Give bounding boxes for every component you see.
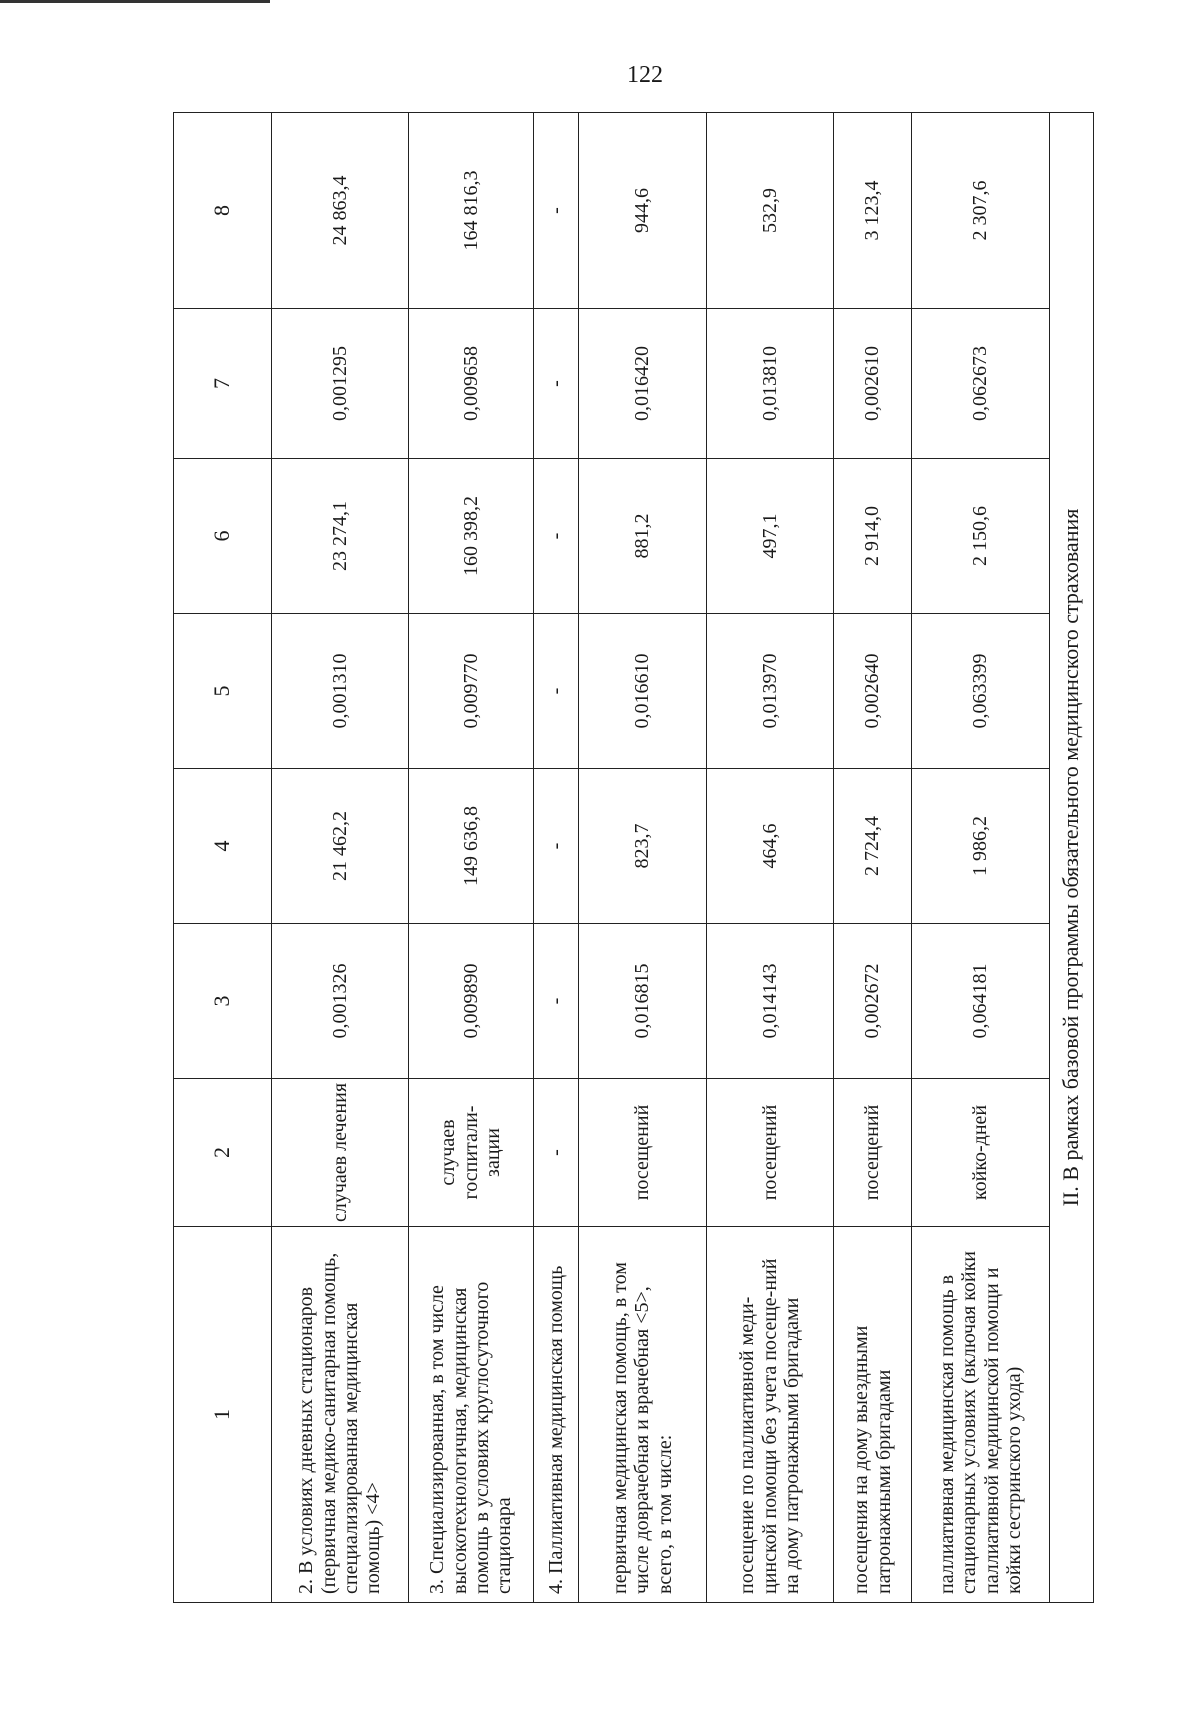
cell-col6: 2 150,6 xyxy=(912,459,1050,614)
row-description: посещения на дому выездными патронажными бригадами xyxy=(834,1227,912,1603)
row-description: посещение по паллиативной меди-цинской помощи без учета посеще-ний на дому патронажными бригадами xyxy=(707,1227,834,1603)
table-row xyxy=(579,113,707,1603)
cell-col4: 149 636,8 xyxy=(409,769,534,924)
cell-col3: 0,002672 xyxy=(834,924,912,1079)
cell-col3: 0,064181 xyxy=(912,924,1050,1079)
cell-col5: 0,009770 xyxy=(409,614,534,769)
table-row xyxy=(834,113,912,1603)
cell-col8: - xyxy=(534,113,579,309)
cell-col7: - xyxy=(534,309,579,459)
table-row xyxy=(912,113,1050,1603)
cell-col3: - xyxy=(534,924,579,1079)
header-cell: 3 xyxy=(174,924,272,1079)
header-cell: 7 xyxy=(174,309,272,459)
cell-col3: 0,001326 xyxy=(272,924,409,1079)
header-cell: 6 xyxy=(174,459,272,614)
cell-col6: 160 398,2 xyxy=(409,459,534,614)
cell-col8: 164 816,3 xyxy=(409,113,534,309)
cell-col5: - xyxy=(534,614,579,769)
section-row xyxy=(1050,113,1094,1603)
row-unit: - xyxy=(534,1079,579,1227)
cell-col6: 23 274,1 xyxy=(272,459,409,614)
cell-col8: 24 863,4 xyxy=(272,113,409,309)
header-cell: 1 xyxy=(174,1227,272,1603)
row-unit: посещений xyxy=(579,1079,707,1227)
cell-col3: 0,016815 xyxy=(579,924,707,1079)
cell-col5: 0,063399 xyxy=(912,614,1050,769)
table-row xyxy=(409,113,534,1603)
row-unit: посещений xyxy=(834,1079,912,1227)
cell-col6: 881,2 xyxy=(579,459,707,614)
table-row xyxy=(707,113,834,1603)
scan-edge-mark xyxy=(0,0,270,3)
cell-col8: 3 123,4 xyxy=(834,113,912,309)
cell-col8: 532,9 xyxy=(707,113,834,309)
cell-col4: 1 986,2 xyxy=(912,769,1050,924)
cell-col8: 944,6 xyxy=(579,113,707,309)
cell-col7: 0,016420 xyxy=(579,309,707,459)
cell-col7: 0,009658 xyxy=(409,309,534,459)
table-row xyxy=(272,113,409,1603)
cell-col7: 0,001295 xyxy=(272,309,409,459)
row-unit: посещений xyxy=(707,1079,834,1227)
cell-col4: 21 462,2 xyxy=(272,769,409,924)
cell-col7: 0,013810 xyxy=(707,309,834,459)
header-row xyxy=(174,113,272,1603)
cell-col4: 823,7 xyxy=(579,769,707,924)
cell-col4: 464,6 xyxy=(707,769,834,924)
cell-col4: 2 724,4 xyxy=(834,769,912,924)
table-row xyxy=(534,113,579,1603)
row-description: 2. В условиях дневных стационаров (первичная медико-санитарная помощь, специализированная медицинская помощь) <4> xyxy=(272,1227,409,1603)
row-unit: случаев лечения xyxy=(272,1079,409,1227)
cell-col5: 0,001310 xyxy=(272,614,409,769)
header-cell: 2 xyxy=(174,1079,272,1227)
row-unit: койко-дней xyxy=(912,1079,1050,1227)
row-description: 4. Паллиативная медицинская помощь xyxy=(534,1227,579,1603)
cell-col3: 0,014143 xyxy=(707,924,834,1079)
cell-col8: 2 307,6 xyxy=(912,113,1050,309)
cell-col5: 0,002640 xyxy=(834,614,912,769)
cell-col7: 0,062673 xyxy=(912,309,1050,459)
header-cell: 5 xyxy=(174,614,272,769)
cell-col5: 0,016610 xyxy=(579,614,707,769)
cell-col6: 497,1 xyxy=(707,459,834,614)
header-cell: 4 xyxy=(174,769,272,924)
header-cell: 8 xyxy=(174,113,272,309)
page-number: 122 xyxy=(627,62,663,88)
cell-col5: 0,013970 xyxy=(707,614,834,769)
cell-col6: - xyxy=(534,459,579,614)
row-description: первичная медицинская помощь, в том числе доврачебная и врачебная <5>, всего, в том числе: xyxy=(579,1227,707,1603)
row-description: паллиативная медицинская помощь в стационарных условиях (включая койки паллиативной медицинской помощи и койки сестринского ухода) xyxy=(912,1227,1050,1603)
rotated-table-wrapper xyxy=(173,113,1093,1603)
cell-col4: - xyxy=(534,769,579,924)
cell-col7: 0,002610 xyxy=(834,309,912,459)
data-table xyxy=(173,112,1094,1603)
cell-col6: 2 914,0 xyxy=(834,459,912,614)
section-title: II. В рамках базовой программы обязательного медицинского страхования xyxy=(1050,113,1094,1603)
cell-col3: 0,009890 xyxy=(409,924,534,1079)
row-description: 3. Специализированная, в том числе высокотехнологичная, медицинская помощь в условиях круглосуточного стационара xyxy=(409,1227,534,1603)
row-unit: случаев госпитали-зации xyxy=(409,1079,534,1227)
